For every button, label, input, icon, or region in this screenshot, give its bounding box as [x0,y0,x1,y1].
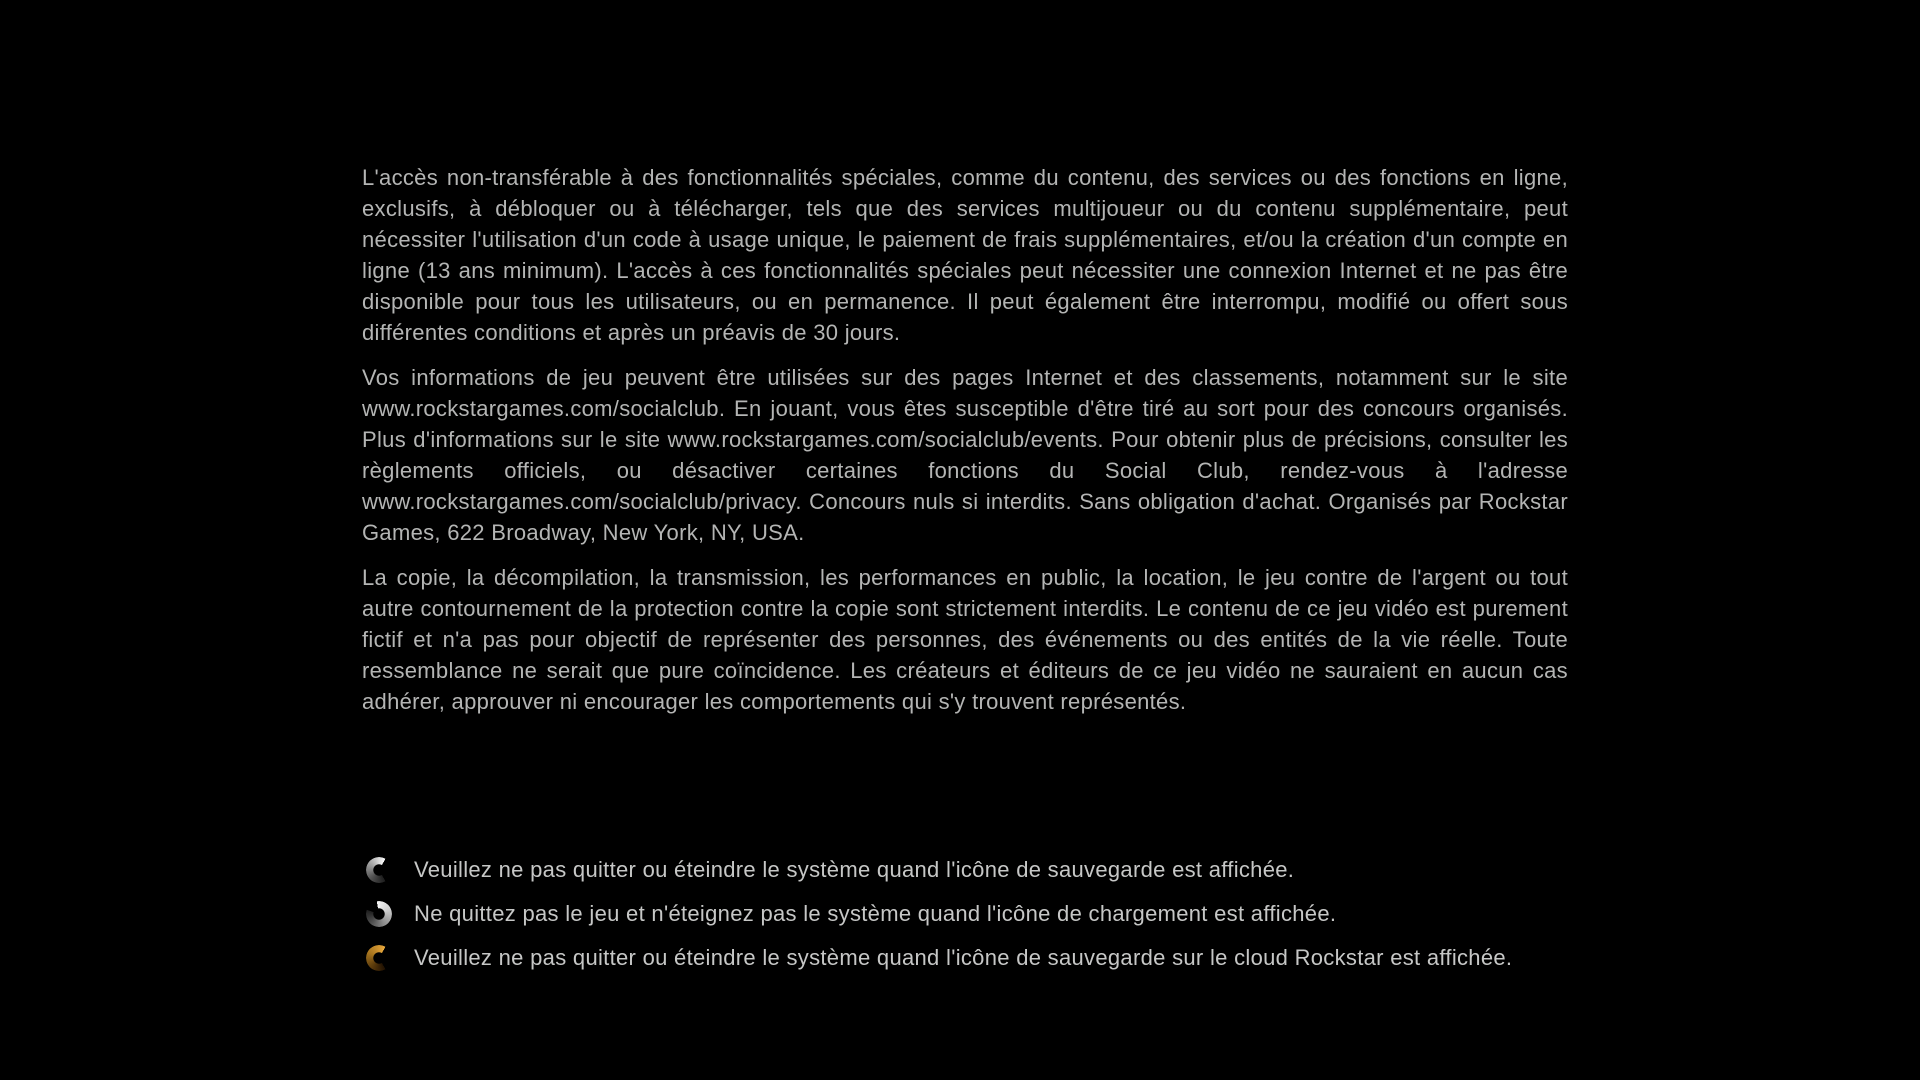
legal-paragraph-special-features: L'accès non-transférable à des fonctionnalités spéciales, comme du contenu, des services ou des fonctions en ligne, exclusifs, à débloquer ou à télécharger, tels que des services multijoueur ou du contenu supplémentaire, peut nécessiter l'utilisation d'un code à usage unique, le paiement de frais supplémentaires, et/ou la création d'un compte en ligne (13 ans minimum). L'accès à ces fonctionnalités spéciales peut nécessiter une connexion Internet et ne pas être disponible pour tous les utilisateurs, ou en permanence. Il peut également être interrompu, modifié ou offert sous différentes conditions et après un préavis de 30 jours. [362,165,1568,345]
legal-text-block [362,162,1568,717]
save-spinner-icon [366,857,392,883]
warning-row-loading [366,898,1512,929]
cloud-save-spinner-icon [366,945,392,971]
warning-row-save [366,854,1512,885]
warning-save-text: Veuillez ne pas quitter ou éteindre le système quand l'icône de sauvegarde est affichée. [414,856,1295,882]
system-warnings [366,854,1512,973]
warning-row-cloud-save [366,942,1512,973]
legal-paragraph-copy-protection: La copie, la décompilation, la transmission, les performances en public, la location, le jeu contre de l'argent ou tout autre contournement de la protection contre la copie sont strictement interdits. Le contenu de ce jeu vidéo est purement fictif et n'a pas pour objectif de représenter des personnes, des événements ou des entités de la vie réelle. Toute ressemblance ne serait que pure coïncidence. Les créateurs et éditeurs de ce jeu vidéo ne sauraient en aucun cas adhérer, approuver ni encourager les comportements qui s'y trouvent représentés. [362,565,1568,714]
warning-cloud-save-text: Veuillez ne pas quitter ou éteindre le système quand l'icône de sauvegarde sur le cloud Rockstar est affichée. [414,944,1513,970]
legal-paragraph-social-club: Vos informations de jeu peuvent être utilisées sur des pages Internet et des classements, notamment sur le site www.rockstargames.com/socialclub. En jouant, vous êtes susceptible d'être tiré au sort pour des concours organisés. Plus d'informations sur le site www.rockstargames.com/socialclub/events. Pour obtenir plus de précisions, consulter les règlements officiels, ou désactiver certaines fonctions du Social Club, rendez-vous à l'adresse www.rockstargames.com/socialclub/privacy. Concours nuls si interdits. Sans obligation d'achat. Organisés par Rockstar Games, 622 Broadway, New York, NY, USA. [362,365,1568,545]
loading-spinner-icon [366,901,392,927]
warning-loading-text: Ne quittez pas le jeu et n'éteignez pas le système quand l'icône de chargement est affichée. [414,900,1337,926]
